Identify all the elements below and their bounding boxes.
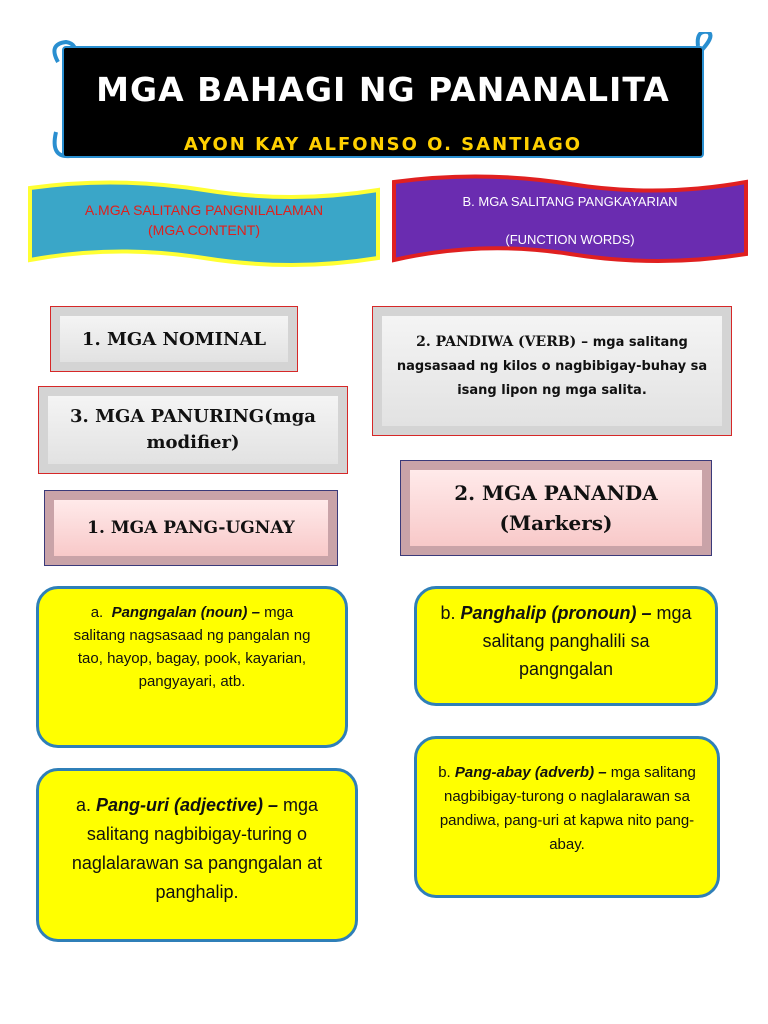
function-banner-line1: B. MGA SALITANG PANGKAYARIAN <box>462 194 678 209</box>
pananda-content <box>410 470 702 546</box>
pang-abay-card <box>414 736 720 898</box>
pandiwa-description: mga salitang nagsasaad ng kilos o nagbibigay-buhay sa isang lipon ng mga salita. <box>396 335 708 398</box>
list-marker: b. <box>438 764 451 781</box>
content-banner-line1: A.MGA SALITANG PANGNILALAMAN <box>84 202 324 218</box>
pang-ugnay-label: 1. MGA PANG-UGNAY <box>54 500 328 556</box>
pandiwa-box <box>372 306 732 436</box>
pangngalan-term: Pangngalan (noun) – <box>111 604 260 621</box>
panuring-label: 3. MGA PANURING(mga modifier) <box>48 396 338 464</box>
panghalip-description: mga salitang panghalili sa pangngalan <box>482 603 692 679</box>
nominal-box <box>50 306 298 372</box>
content-words-banner <box>26 176 382 274</box>
content-banner-line2: (MGA CONTENT) <box>148 222 260 238</box>
pangngalan-card <box>36 586 348 748</box>
panghalip-card <box>414 586 718 706</box>
pandiwa-content <box>382 316 722 426</box>
nominal-label: 1. MGA NOMINAL <box>60 316 288 362</box>
panuring-box <box>38 386 348 474</box>
list-marker: b. <box>440 603 456 623</box>
title-box <box>62 46 704 158</box>
pang-uri-term: Pang-uri (adjective) – <box>95 795 279 815</box>
function-banner-line2: (FUNCTION WORDS) <box>505 232 635 247</box>
pangngalan-description: mga salitang nagsasaad ng pangalan ng tao, hayop, bagay, pook, kayarian, pangyayari, atb. <box>73 604 311 690</box>
function-words-banner <box>390 168 750 272</box>
banner-shape <box>390 168 750 272</box>
title-banner <box>48 32 718 160</box>
pang-uri-card <box>36 768 358 942</box>
pang-abay-term: Pang-abay (adverb) – <box>454 764 607 781</box>
pananda-line1: 2. MGA PANANDA <box>454 481 658 505</box>
pang-ugnay-box <box>44 490 338 566</box>
pandiwa-title: 2. PANDIWA (VERB) – <box>416 334 589 350</box>
page-subtitle: AYON KAY ALFONSO O. SANTIAGO <box>183 134 583 155</box>
list-marker: a. <box>90 604 104 621</box>
page-title: MGA BAHAGI NG PANANALITA <box>96 70 670 109</box>
pananda-line2: (Markers) <box>499 511 613 535</box>
pang-abay-description: mga salitang nagbibigay-turong o naglalarawan sa pandiwa, pang-uri at kapwa nito pang-abay. <box>439 764 696 853</box>
list-marker: a. <box>75 795 91 815</box>
panghalip-term: Panghalip (pronoun) – <box>460 603 652 623</box>
pananda-box <box>400 460 712 556</box>
pang-uri-description: mga salitang nagbibigay-turing o naglalarawan sa pangngalan at panghalip. <box>71 795 323 902</box>
